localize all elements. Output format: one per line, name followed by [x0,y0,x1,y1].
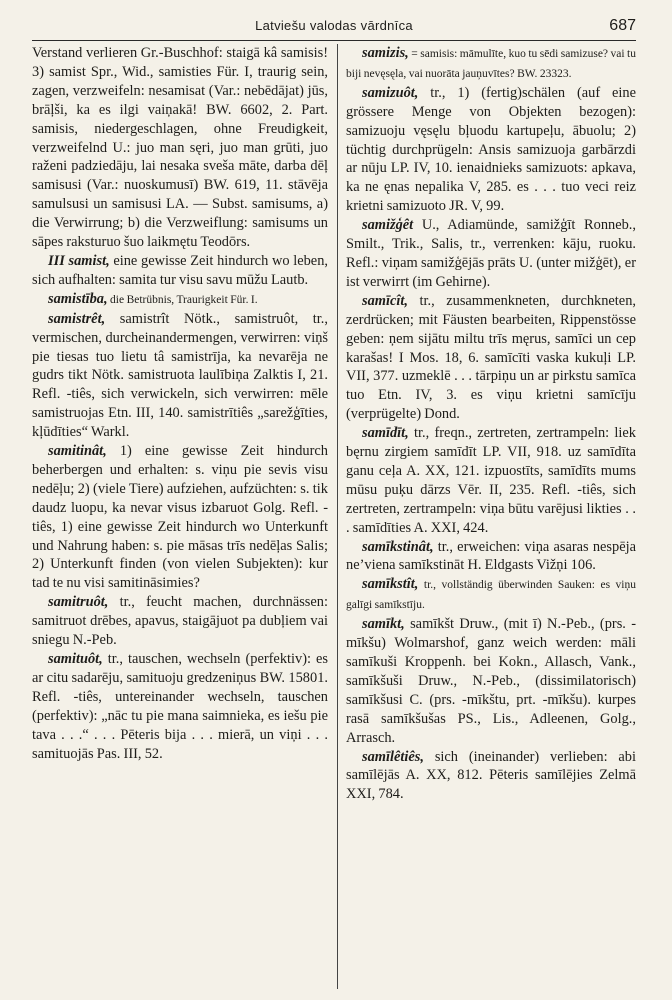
dictionary-entry [346,216,636,292]
dictionary-entry [346,84,636,216]
entry-text: samistrît Nötk., samistruôt, tr., vermischen, durcheinandermengen, verwirren: viņš pie tiesas tuo lietu tâ samistrīja, ka nevarēja ne gudrs tikt Nötk. samistruota laulībiņa Zalktis I, 21. Refl. -tiês, sich verwickeln, sich verwirren: mēle samistruojas Etn. III, 140. samistrītiês „sarežģīties, kļūdīties“ Warkl. [32,310,328,441]
dictionary-entry [346,615,636,747]
entry-text: tr., tauschen, wechseln (perfektiv): es ar citu sadarēju, samituoju gredzeniņus BW. 15801. Refl. -tiês, untereinander wechseln, tauschen (perfektiv): „nāc tu pie mana saimnieka, es iešu pie tava . . .“ . . . Pēteris bija . . . mierā, un viņi . . . samituojās Pas. III, 52. [32,651,328,762]
dictionary-entry [32,290,328,310]
entry-headword: samīkstinât, [362,538,434,555]
entry-headword: samizuôt, [362,84,419,101]
entry-text: sich (ineinander) verlieben: abi samīlējās A. XX, 812. Pēteris samīlējies Zelmā XXI, 784. [346,748,636,803]
entry-headword: samīcît, [362,292,408,309]
entry-text: tr., 1) (fertig)schälen (auf eine grössere Menge von Objekten bezogen): samizuoju vęsęlu bļuodu kartupeļu, ābuolu; 2) tüchtig durchprügeln: Ansis samizuoja garbārzdi ar nūju LP. IV, 10. ienaidnieks samizuots: apkava, ka ne ęnas nepalika V, 285. es . . . tuo veci reiz krietni samizuoto JR. V, 99. [346,84,636,215]
column-divider [337,44,338,989]
dictionary-entry [346,748,636,805]
entry-headword: samīlêtiês, [362,748,424,765]
dictionary-entry [32,593,328,650]
entry-headword: samistība, [48,290,108,307]
page-number: 687 [609,17,636,34]
dictionary-entry [346,575,636,615]
dictionary-entry [32,310,328,442]
entry-text: = samisis: māmulīte, kuo tu sēdi samizuse? vai tu biji nevęsęla, vai nuorāta jauņuvītes? BW. 23323. [346,48,636,80]
entry-headword: samitinât, [48,443,107,460]
entry-headword: samīkt, [362,616,405,633]
entry-headword: samīkstît, [362,576,419,593]
entry-text: U., Adiamünde, samižģīt Ronneb., Smilt., Trik., Salis, tr., verrenken: kāju, ruoku. Refl.: viņam samižģējās prāts U. (unter mižģēt), er ist verwirrt (im Gehirne). [346,217,636,290]
entry-text: Verstand verlieren Gr.-Buschhof: staigā kâ samisis! 3) samist Spr., Wid., samisties Für. I, traurig sein, zagen, verzweifeln: nesamisat (Var.: nebēdājat) jūs, brāļši, ka es ilgi vaiņakā! BW. 6602, 2. Part. samisis, niedergeschlagen, ohne Freudigkeit, verzweifelnd U.: juo man sęri, juo man grūti, juo raženi padziedāju, lai nesaka sveša māte, darba dēļ samisusi (Var.: nuoskumusī) BW. 619, 11. stāvēja samulsusi un samisusi LA. — Subst. samisums, a) die Verwirrung; b) die Verzweiflung: samisums un sāpes raksturuo šuo laikmętu Teodōrs. [32,45,328,251]
entry-text: 1) eine gewisse Zeit hindurch beherbergen und erhalten: s. viņu pie sevis visu nedēļu; 2) (viele Tiere) aufziehen, aufzüchten: s. tik daudz luopu, ka nevar visus izbaruot Golg. Refl. -tiês, 1) eine gewisse Zeit hindurch wo Unterkunft und Nahrung haben: s. pie māsas trīs nedēļas Salis; 2) Unterkunft finden (von vielen Subjekten): kur tad te nu visi samitināsimies? [32,443,328,592]
entry-headword: samituôt, [48,651,103,667]
dictionary-entry [32,650,328,763]
entry-headword: samižģêt [362,217,414,234]
entry-text: tr., zusammenkneten, durchkneten, zerdrücken; mit Fäusten bearbeiten, Rippenstösse geben: ņem sijātu miltu trīs męrus, samīci un cep karašas! I Mos. 18, 6. samīcīti vaska kukuļi LP. VII, 377. uzmeklē . . . tārpiņu un ar pirkstu samīca tuo Etn. IV, 3. es viņu krietni samīcīju (verprügelte) Dond. [346,292,636,423]
dictionary-entry [32,252,328,290]
entry-text: tr., feucht machen, durchnässen: samitruot drēbes, apavus, staigājuot pa dubļiem vai sniegu N.-Peb. [32,594,328,649]
running-title: Latviešu valodas vārdnīca [255,18,413,33]
dictionary-entry [32,442,328,593]
dictionary-entry [346,424,636,537]
entry-text: tr., vollständig überwinden Sauken: es viņu galīgi samīkstīju. [346,579,636,612]
entry-text: die Betrübnis, Traurigkeit Für. I. [107,293,258,306]
entry-headword: samizis, [362,45,409,61]
right-column [346,44,636,804]
entry-headword: III samist, [48,252,110,269]
dictionary-entry [346,44,636,84]
entry-headword: samīdīt, [362,425,409,442]
entry-text: eine gewisse Zeit hindurch wo leben, sich aufhalten: samita tur visu savu mūžu Lautb. [32,252,328,288]
entry-text: tr., erweichen: viņa asaras nespēja ne’viena samīkstināt H. Eldgasts Vižņi 106. [346,538,636,574]
page-header [32,18,636,41]
entry-text: tr., freqn., zertreten, zertrampeln: liek bęrnu zirgiem samīdīt LP. VII, 918. uz samīdīta ganu ceļa A. XX, 121. izpuostīts, samīdīts mums mūsu puķu dārzs Vēr. II, 235. Refl. -tiês, sich zertreten, zertrampeln: viņa būtu varējusi likties . . . samīdīties A. XXI, 424. [346,425,636,536]
dictionary-entry [346,538,636,576]
entry-headword: samistrêt, [48,310,106,327]
entry-headword: samitruôt, [48,594,109,611]
left-column [32,44,328,763]
dictionary-entry [346,292,636,424]
dictionary-entry [32,44,328,252]
entry-text: samīkšt Druw., (mit ī) N.-Peb., (prs. -mīkšu) Wolmarshof, ganz weich werden: māli samīkuši Kroppenh. bei Kokn., Allasch, Vank., samīkšuši Druw., N.-Peb., (dissimilatorisch) samīkšusi C. (prs. -mīkštu, prt. -mīkšu). kurpes rasā samīkšušas PS., Lis., Adleenen, Golg., Arrasch. [346,616,636,746]
